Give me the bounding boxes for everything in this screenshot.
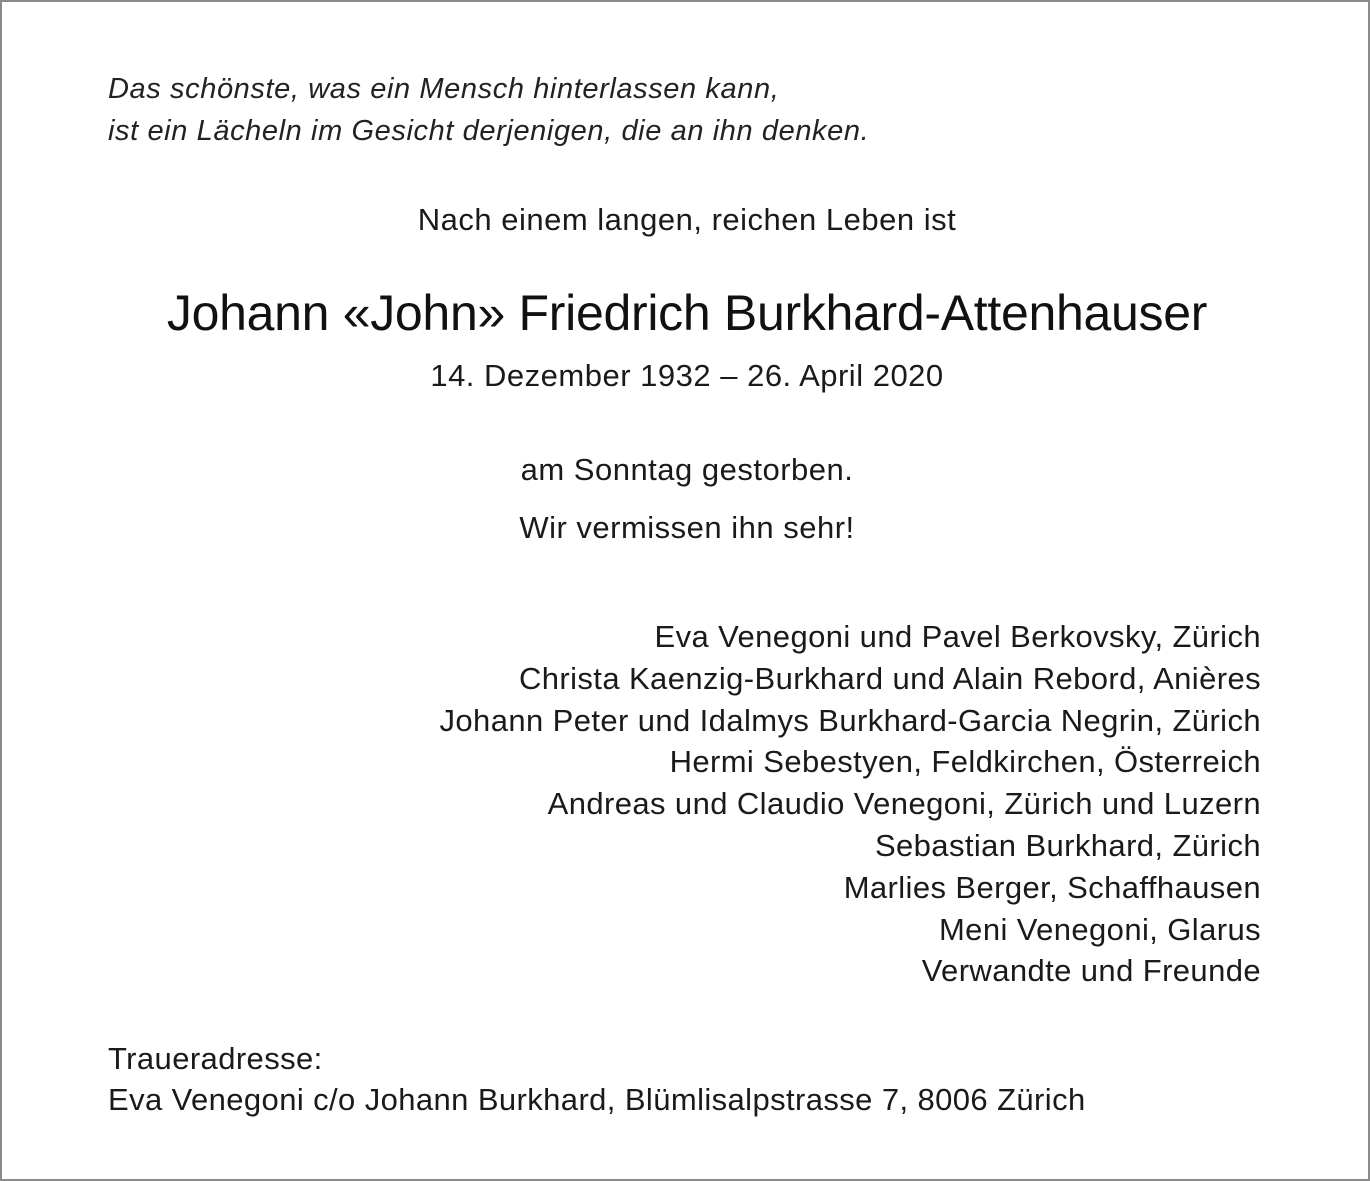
mourner-line: Andreas und Claudio Venegoni, Zürich und Luzern bbox=[547, 786, 1261, 822]
life-dates: 14. Dezember 1932 – 26. April 2020 bbox=[430, 358, 944, 393]
mourning-address bbox=[108, 1038, 1086, 1120]
mourner-line: Johann Peter und Idalmys Burkhard-Garcia Negrin, Zürich bbox=[439, 702, 1261, 738]
address-value: Eva Venegoni c/o Johann Burkhard, Blümlisalpstrasse 7, 8006 Zürich bbox=[108, 1082, 1086, 1117]
mourner-line: Marlies Berger, Schaffhausen bbox=[843, 869, 1261, 905]
death-statement: am Sonntag gestorben. bbox=[520, 452, 854, 487]
miss-statement: Wir vermissen ihn sehr! bbox=[519, 510, 855, 545]
address-label: Traueradresse: bbox=[108, 1041, 323, 1076]
memorial-quote bbox=[108, 68, 869, 152]
mourner-line: Meni Venegoni, Glarus bbox=[938, 911, 1261, 947]
mourner-line: Christa Kaenzig-Burkhard und Alain Rebord, Anières bbox=[518, 660, 1261, 696]
mourner-line: Hermi Sebestyen, Feldkirchen, Österreich bbox=[669, 744, 1261, 780]
deceased-name: Johann «John» Friedrich Burkhard-Attenhauser bbox=[166, 285, 1208, 341]
quote-line-2: ist ein Lächeln im Gesicht derjenigen, die an ihn denken. bbox=[108, 115, 870, 147]
mourner-line: Verwandte und Freunde bbox=[921, 953, 1261, 989]
mourner-line: Eva Venegoni und Pavel Berkovsky, Zürich bbox=[654, 619, 1261, 654]
intro-text: Nach einem langen, reichen Leben ist bbox=[417, 202, 957, 237]
quote-line-1: Das schönste, was ein Mensch hinterlassen kann, bbox=[108, 73, 780, 105]
mourners-list bbox=[440, 616, 1261, 992]
mourner-line: Sebastian Burkhard, Zürich bbox=[874, 827, 1261, 863]
